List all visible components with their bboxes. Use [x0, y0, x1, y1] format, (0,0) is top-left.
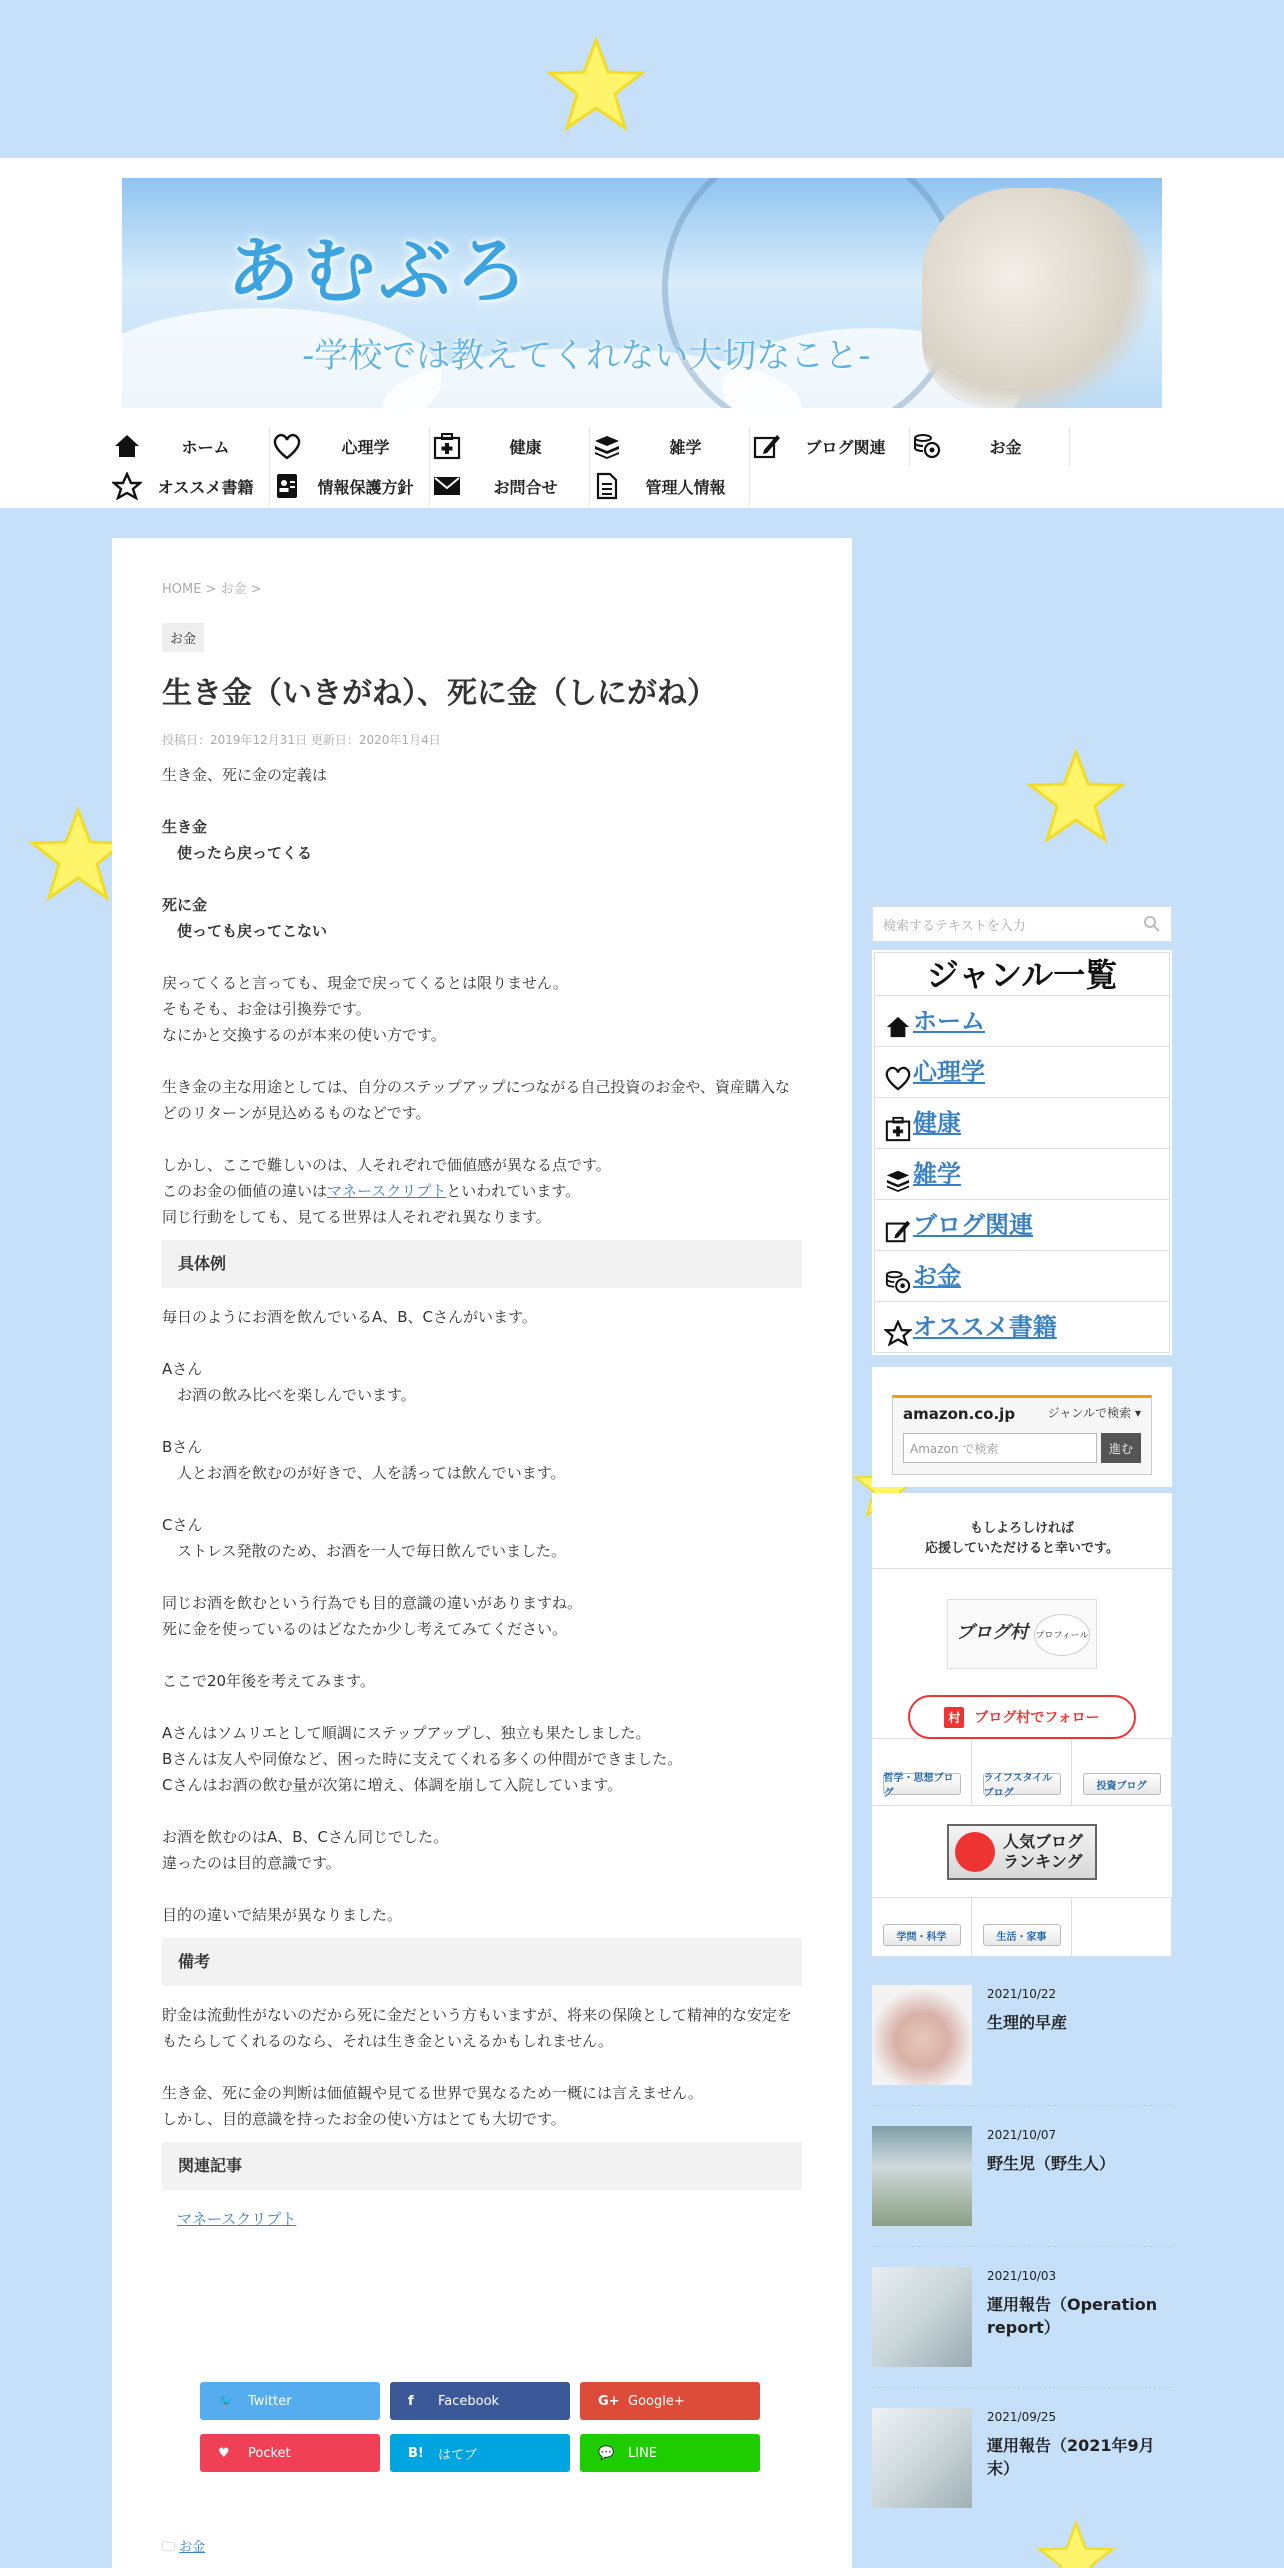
nav-item-blog[interactable] [750, 426, 910, 466]
category-tag[interactable]: お金 [162, 623, 204, 652]
hatena-icon: B! [408, 2445, 424, 2461]
share-label: Twitter [248, 2393, 292, 2409]
paragraph-line [162, 1178, 802, 1204]
support-line: 応援していただけると幸いです。 [925, 1541, 1119, 1556]
person-name: Bさん [162, 1438, 203, 1456]
sidebar [872, 906, 1172, 2548]
amazon-dropdown-label: ジャンルで検索 [1047, 1406, 1132, 1420]
paragraph: 目的の違いで結果が異なりました。 [162, 1906, 403, 1924]
divider [872, 2246, 1172, 2247]
post-thumbnail[interactable] [872, 2408, 972, 2508]
first-aid-icon [432, 431, 462, 461]
definition-desc: 使っても戻ってこない [177, 922, 328, 940]
genre-link[interactable]: ホーム [913, 1006, 985, 1035]
paragraph: 毎日のようにお酒を飲んでいるA、B、Cさんがいます。 [162, 1308, 537, 1326]
share-facebook-button[interactable] [390, 2382, 570, 2420]
share-label: LINE [628, 2445, 658, 2461]
paragraph: 生き金、死に金の定義は [162, 766, 328, 784]
nav-item-label: お金 [989, 437, 1022, 457]
person-name: Cさん [162, 1516, 203, 1534]
ranking-badge[interactable]: 哲学・思想ブログ [883, 1773, 961, 1795]
nav-item-psychology[interactable] [270, 426, 430, 466]
star-decoration-right [1026, 748, 1126, 844]
related-article-link[interactable]: マネースクリプト [177, 2210, 297, 2228]
person-desc: ストレス発散のため、お酒を一人で毎日飲んでいました。 [177, 1542, 566, 1560]
share-hatena-button[interactable] [390, 2434, 570, 2472]
mail-icon [432, 471, 462, 501]
definition-term: 生き金 [162, 818, 208, 836]
genre-item-money[interactable] [874, 1251, 1170, 1302]
nav-item-contact[interactable] [430, 466, 590, 506]
post-date: 2021/10/22 [987, 1987, 1057, 2001]
popular-blog-ranking-banner[interactable] [947, 1824, 1097, 1880]
recent-post-item[interactable] [872, 2408, 1172, 2508]
paragraph: ここで20年後を考えてみます。 [162, 1672, 375, 1690]
home-icon [883, 1012, 913, 1042]
post-date: 2021/09/25 [987, 2410, 1057, 2424]
heart-icon [883, 1063, 913, 1093]
header-banner[interactable] [122, 178, 1162, 408]
divider [872, 2105, 1172, 2106]
search-icon[interactable] [1143, 915, 1161, 937]
paragraph-line: なにかと交換するのが本来の使い方です。 [162, 1026, 446, 1044]
global-nav-row-2 [110, 466, 1110, 506]
nav-item-health[interactable] [430, 426, 590, 466]
banner-angel-image [922, 188, 1152, 408]
genre-link[interactable]: 健康 [913, 1108, 961, 1137]
paragraph-line: Aさんはソムリエとして順調にステップアップし、独立も果たしました。 [162, 1724, 651, 1742]
definition-desc: 使ったら戻ってくる [177, 844, 313, 862]
person-desc: 人とお酒を飲むのが好きで、人を誘っては飲んでいます。 [177, 1464, 566, 1482]
blogmura-follow-button[interactable] [908, 1695, 1136, 1739]
coins-icon [883, 1267, 913, 1297]
ranking-badge[interactable]: 学問・科学 [883, 1924, 961, 1946]
blog-ranking-widget [872, 1493, 1172, 1957]
paragraph-line: お酒を飲むのはA、B、Cさん同じでした。 [162, 1828, 449, 1846]
text: このお金の価値の違いは [162, 1182, 328, 1200]
genre-list [872, 950, 1172, 1355]
paragraph-line: 同じお酒を飲むという行為でも目的意識の違いがありますね。 [162, 1594, 583, 1612]
blogmura-icon: 村 [944, 1707, 964, 1728]
post-thumbnail[interactable] [872, 2267, 972, 2367]
paragraph-line: 死に金を使っているのはどなたか少し考えてみてください。 [162, 1620, 568, 1638]
paragraph: 生き金の主な用途としては、自分のステップアップにつながる自己投資のお金や、資産購入などのリターンが見込めるものなどです。 [162, 1078, 791, 1122]
share-line-button[interactable] [580, 2434, 760, 2472]
person-name: Aさん [162, 1360, 203, 1378]
nav-item-admin[interactable] [590, 466, 750, 506]
post-date: 2021/10/03 [987, 2269, 1057, 2283]
share-label: Facebook [438, 2393, 500, 2409]
follow-label: ブログ村でフォロー [974, 1710, 1100, 1726]
site-header [0, 158, 1284, 508]
first-aid-icon [883, 1114, 913, 1144]
share-buttons [200, 2382, 802, 2472]
google-plus-icon: G+ [598, 2393, 620, 2409]
post-thumbnail[interactable] [872, 2126, 972, 2226]
edit-icon [883, 1216, 913, 1246]
paragraph-line: 違ったのは目的意識です。 [162, 1854, 341, 1872]
genre-item-books[interactable] [874, 1302, 1170, 1353]
share-label: Pocket [248, 2445, 291, 2461]
ranking-label: ランキング [1003, 1851, 1083, 1871]
text: といわれています。 [446, 1182, 581, 1200]
ranking-logo-icon [955, 1832, 995, 1872]
nav-item-label: 情報保護方針 [317, 477, 414, 497]
share-label: はてブ [438, 2447, 478, 2463]
star-icon [112, 471, 142, 501]
share-pocket-button[interactable] [200, 2434, 380, 2472]
nav-item-label: ホーム [181, 437, 230, 457]
post-category-footer [162, 2536, 802, 2560]
blogmura-card-title: ブログ村 [956, 1622, 1028, 1643]
recent-post-item[interactable] [872, 1985, 1172, 2085]
nav-item-label: 心理学 [341, 437, 390, 457]
ranking-badge[interactable]: 投資ブログ [1083, 1773, 1161, 1795]
post-title[interactable]: 生理的早産 [987, 2013, 1068, 2032]
paragraph-line: そもそも、お金は引換券です。 [162, 1000, 371, 1018]
home-icon [112, 431, 142, 461]
star-decoration-top [546, 36, 646, 132]
facebook-icon: f [408, 2393, 414, 2409]
paragraph-line: 戻ってくると言っても、現金で戻ってくるとは限りません。 [162, 974, 568, 992]
section-heading-example: 具体例 [162, 1240, 802, 1288]
breadcrumb[interactable]: HOME > お金 > [162, 582, 262, 597]
id-card-icon [272, 471, 302, 501]
search-input[interactable] [872, 906, 1172, 942]
nav-item-books[interactable] [110, 466, 270, 506]
global-nav [110, 426, 1110, 506]
recent-post-item[interactable] [872, 2126, 1172, 2226]
ranking-badge[interactable]: 生活・家事 [983, 1924, 1061, 1946]
document-icon [592, 471, 622, 501]
genre-item-trivia[interactable] [874, 1149, 1170, 1200]
genre-link[interactable]: 雑学 [913, 1159, 961, 1188]
site-title[interactable]: あむぶろ [227, 228, 532, 313]
paragraph: 貯金は流動性がないのだから死に金だという方もいますが、将来の保険として精神的な安定をもたらしてくれるのなら、それは生き金といえるかもしれません。 [162, 2006, 793, 2050]
books-icon [592, 431, 622, 461]
genre-link[interactable]: ブログ関連 [913, 1210, 1033, 1239]
nav-item-label: 管理人情報 [645, 477, 726, 497]
definition-term: 死に金 [162, 896, 208, 914]
edit-icon [752, 431, 782, 461]
share-label: Google+ [628, 2393, 685, 2409]
article-body [162, 762, 802, 2232]
site-subtitle: -学校では教えてくれない大切なこと- [302, 336, 871, 376]
nav-item-trivia[interactable] [590, 426, 750, 466]
post-title[interactable]: 野生児（野生人） [987, 2154, 1116, 2173]
person-desc: お酒の飲み比べを楽しんでいます。 [177, 1386, 416, 1404]
nav-item-label: 雑学 [669, 437, 702, 457]
share-google-plus-button[interactable] [580, 2382, 760, 2420]
nav-item-label: ブログ関連 [805, 437, 886, 457]
post-date: 2021/10/07 [987, 2128, 1057, 2142]
genre-link[interactable]: オススメ書籍 [913, 1312, 1057, 1341]
category-footer-link[interactable]: お金 [179, 2540, 206, 2555]
post-dates: 投稿日：2019年12月31日 更新日：2020年1月4日 [162, 733, 441, 747]
ranking-label: 人気ブログ [1003, 1831, 1084, 1851]
blogmura-profile [872, 1569, 1172, 1739]
article-title: 生き金（いきがね）、死に金（しにがね） [162, 676, 717, 711]
paragraph-line: 生き金、死に金の判断は価値観や見てる世界で異なるため一概には言えません。 [162, 2084, 703, 2102]
paragraph-line: Cさんはお酒の飲む量が次第に増え、体調を崩して入院しています。 [162, 1776, 623, 1794]
post-title[interactable]: 運用報告（2021年9月末） [987, 2436, 1155, 2478]
pocket-icon: ♥ [218, 2445, 230, 2461]
blogmura-profile-card[interactable] [947, 1599, 1097, 1669]
recent-post-item[interactable] [872, 2267, 1172, 2367]
paragraph-line: しかし、目的意識を持ったお金の使い方はとても大切です。 [162, 2110, 566, 2128]
nav-item-label: お問合せ [493, 477, 558, 497]
blogmura-badges [872, 1739, 1172, 1806]
coins-icon [912, 431, 942, 461]
nav-item-label: オススメ書籍 [157, 477, 254, 497]
amazon-search-input[interactable]: Amazon で検索 [903, 1433, 1097, 1463]
divider [872, 2387, 1172, 2388]
main-content [112, 538, 852, 2568]
nav-item-label: 健康 [509, 437, 542, 457]
section-heading-note: 備考 [162, 1938, 802, 1986]
twitter-icon: 🐦 [218, 2393, 235, 2409]
amazon-category-dropdown[interactable] [1048, 1404, 1141, 1421]
paragraph-line: 同じ行動をしても、見てる世界は人それぞれ異なります。 [162, 1208, 551, 1226]
popular-blog-ranking [872, 1806, 1172, 1898]
nav-item-privacy[interactable] [270, 466, 430, 506]
genre-item-blog[interactable] [874, 1200, 1170, 1251]
amazon-go-button[interactable]: 進む [1101, 1433, 1141, 1463]
heart-icon [272, 431, 302, 461]
money-script-link[interactable]: マネースクリプト [327, 1182, 447, 1200]
paragraph-line: しかし、ここで難しいのは、人それぞれで価値感が異なる点です。 [162, 1156, 611, 1174]
folder-icon: 🗀 [162, 2540, 176, 2555]
global-nav-row-1 [110, 426, 1110, 466]
share-twitter-button[interactable] [200, 2382, 380, 2420]
genre-item-home[interactable] [874, 996, 1170, 1047]
post-thumbnail[interactable] [872, 1985, 972, 2085]
ranking-badges [872, 1898, 1172, 1957]
genre-item-health[interactable] [874, 1098, 1170, 1149]
nav-item-money[interactable] [910, 426, 1070, 466]
section-heading-related: 関連記事 [162, 2142, 802, 2190]
caret-down-icon: ▾ [1134, 1406, 1141, 1420]
recent-posts [872, 1985, 1172, 2508]
paragraph-line: Bさんは友人や同僚など、困った時に支えてくれる多くの仲間ができました。 [162, 1750, 683, 1768]
line-icon: 💬 [598, 2445, 615, 2461]
nav-item-home[interactable] [110, 426, 270, 466]
star-icon [883, 1318, 913, 1348]
amazon-search-widget [872, 1367, 1172, 1487]
amazon-logo: amazon.co.jp [903, 1405, 1016, 1423]
blogmura-profile-label: プロフィール [1034, 1614, 1090, 1656]
books-icon [883, 1165, 913, 1195]
post-title[interactable]: 運用報告（Operation report） [987, 2295, 1158, 2337]
genre-item-psychology[interactable] [874, 1047, 1170, 1098]
genre-link[interactable]: 心理学 [913, 1057, 985, 1086]
genre-list-title: ジャンル一覧 [874, 952, 1170, 996]
support-message [872, 1493, 1172, 1569]
support-line: もしよろしければ [969, 1521, 1074, 1536]
search-placeholder: 検索するテキストを入力 [883, 918, 1026, 934]
ranking-badge[interactable]: ライフスタイルブログ [983, 1773, 1061, 1795]
amazon-search-box [892, 1395, 1152, 1475]
genre-link[interactable]: お金 [913, 1261, 961, 1290]
